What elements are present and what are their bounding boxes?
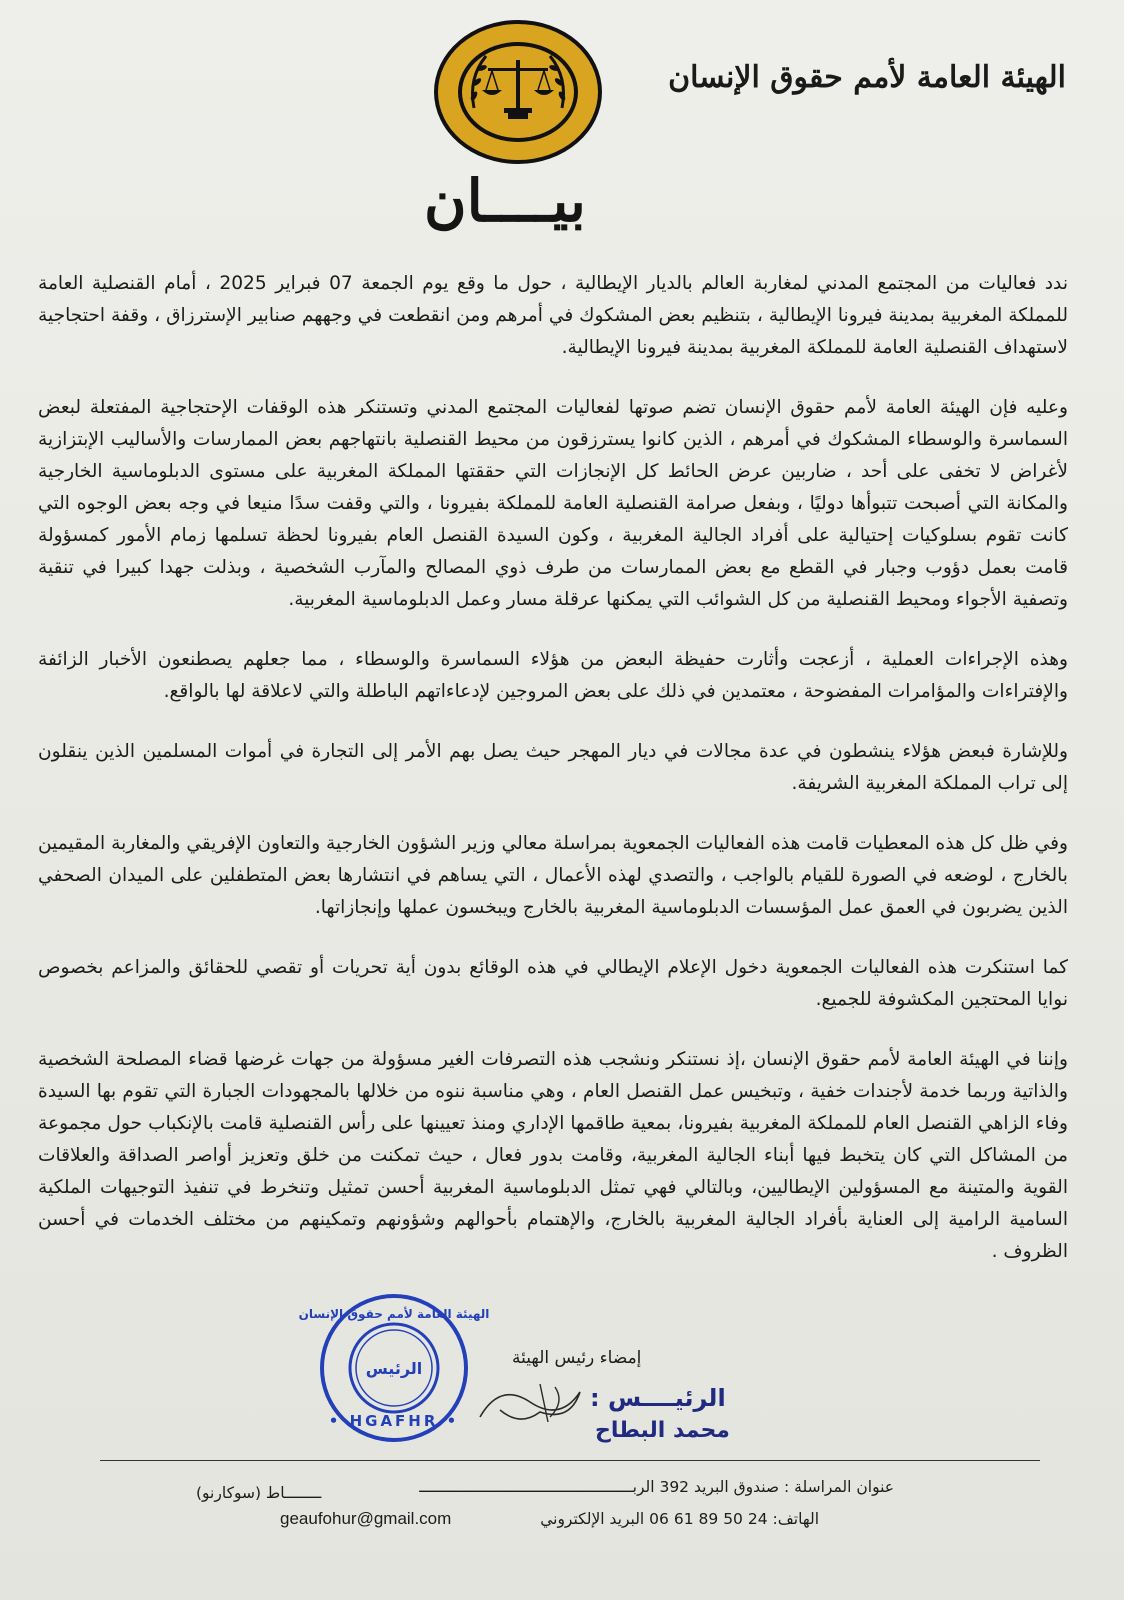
svg-text:الهيئة العامة لأمم حقوق الإنسا: الهيئة العامة لأمم حقوق الإنسان <box>298 1307 490 1321</box>
footer-divider <box>100 1460 1040 1461</box>
document-heading: بيــــان <box>424 167 586 235</box>
paragraph-6: كما استنكرت هذه الفعاليات الجمعوية دخول الإعلام الإيطالي في هذه الوقائع بدون أية تحريات أو تقصي للحقائق والمزاعم بخصوص نوايا المحتجين المكشوفة للجميع. <box>38 957 1068 1010</box>
handwritten-signature <box>470 1372 610 1432</box>
organization-title: الهيئة العامة لأمم حقوق الإنسان <box>668 60 1066 95</box>
footer-email: geaufohur@gmail.com <box>280 1509 452 1528</box>
balance-scale-logo <box>428 18 608 166</box>
footer-address: عنوان المراسلة : صندوق البريد 392 الربـــــــــــــــــــــــــــــــــــــــــــــــ <box>419 1478 894 1496</box>
svg-text:الرئيس: الرئيس <box>365 1359 423 1378</box>
footer-phone: الهاتف: 24 50 89 61 06 البريد الإلكتروني <box>540 1510 819 1528</box>
paragraph-7: وإننا في الهيئة العامة لأمم حقوق الإنسان ،إذ نستنكر ونشجب هذه التصرفات الغير مسؤولة من جهات غرضها قضاء المصلحة الشخصية والذاتية وربما خدمة لأجندات خفية ، وتبخيس عمل القنصل العام ، وهي مناسبة ننوه من خلالها بالمجهودات الجبارة التي تقوم بها السيدة وفاء الزاهي القنصل العام للمملكة المغربية بفيرونا، بمعية طاقمها الإداري ومنذ تعيينها على رأس القنصلية قامت بالإنكباب حول مجموعة من المشاكل التي كان يتخبط فيها أبناء الجالية المغربية، وقامت بدور فعال ، حيث تمكنت من خلق وتعزيز أواصر الصداقة والعلاقات القوية والمتينة مع المسؤولين الإيطاليين، وبالتالي فهي تمثل الدبلوماسية المغربية أحسن تمثيل وتنخرط في تنفيذ التوجيهات الملكية السامية الرامية إلى العناية بأفراد الجالية المغربية بالخارج، والإهتمام بأحوالهم وشؤونهم وتمكينهم من مختلف الخدمات في أحسن الظروف . <box>38 1049 1068 1262</box>
paragraph-2: وعليه فإن الهيئة العامة لأمم حقوق الإنسان تضم صوتها لفعاليات المجتمع المدني وتستنكر هذه الوقفات الإحتجاجية المفتعلة لبعض السماسرة والوسطاء المشكوك في أمرهم ، الذين كانوا يسترزقون من محيط القنصلية بانتهاجهم بعض الممارسات والأساليب الإبتزازية لأغراض لا تخفى على أحد ، ضاربين عرض الحائط كل الإنجازات التي حققتها المملكة المغربية على مستوى الدبلوماسية الخارجية والمكانة التي أصبحت تتبوأها دوليًا ، وبفعل صرامة القنصلية العامة للمملكة بفيرونا ، والتي وقفت سدًا منيعا في وجه بعض الوجوه التي كانت تقوم بسلوكيات إحتيالية على أفراد الجالية المغربية ، وكون السيدة القنصل العام بفيرونا لحظة تسلمها زمام الأمور كمسؤولة قامت بعمل دؤوب وجبار في القطع مع بعض الممارسات من طرف ذوي المصالح والمآرب الشخصية ، وبذلت جهدا كبيرا في تنقية وتصفية الأجواء ومحيط القنصلية من كل الشوائب التي يمكنها عرقلة مسار وعمل الدبلوماسية المغربية. <box>38 397 1068 610</box>
paragraph-5: وفي ظل كل هذه المعطيات قامت هذه الفعاليات الجمعوية بمراسلة معالي وزير الشؤون الخارجية والتعاون الإفريقي والمغاربة المقيمين بالخارج ، لوضعه في الصورة للقيام بالواجب ، والتصدي لهذه الأعمال ، التي يساهم في انتشارها بعض المتطفلين على الميدان الصحفي الذين يضربون في العمق عمل المؤسسات الدبلوماسية المغربية بالخارج ويبخسون عملها وإنجازاتها. <box>38 833 1068 918</box>
official-stamp <box>298 1292 490 1444</box>
president-name: محمد البطاح <box>595 1418 730 1443</box>
signature-label: إمضاء رئيس الهيئة <box>512 1348 642 1368</box>
president-title: الرئيــــس : <box>590 1384 726 1412</box>
footer-city: ــــــــاط (سوكارنو) <box>196 1484 322 1502</box>
paragraph-1: ندد فعاليات من المجتمع المدني لمغاربة العالم بالديار الإيطالية ، حول ما وقع يوم الجمعة 07 فبراير 2025 ، أمام القنصلية العامة للمملكة المغربية بمدينة فيرونا الإيطالية ، بتنظيم بعض المشكوك في أمرهم ومن انقطعت في وجههم صنابير الإسترزاق ، وقفة احتجاجية لاستهداف القنصلية العامة للمملكة المغربية بمدينة فيرونا الإيطالية. <box>38 273 1068 358</box>
statement-body <box>38 268 1068 1296</box>
svg-text:• HGAFHR •: • HGAFHR • <box>328 1412 460 1430</box>
paragraph-4: وللإشارة فبعض هؤلاء ينشطون في عدة مجالات في ديار المهجر حيث يصل بهم الأمر إلى التجارة في أموات المسلمين الذين ينقلون إلى تراب المملكة المغربية الشريفة. <box>38 741 1068 794</box>
paragraph-3: وهذه الإجراءات العملية ، أزعجت وأثارت حفيظة البعض من هؤلاء السماسرة والوسطاء ، مما جعلهم يصطنعون الأخبار الزائفة والإفتراءات والمؤامرات المفضوحة ، معتمدين في ذلك على بعض المروجين لإدعاءاتهم الباطلة والتي لاعلاقة لها بالواقع. <box>38 649 1068 702</box>
